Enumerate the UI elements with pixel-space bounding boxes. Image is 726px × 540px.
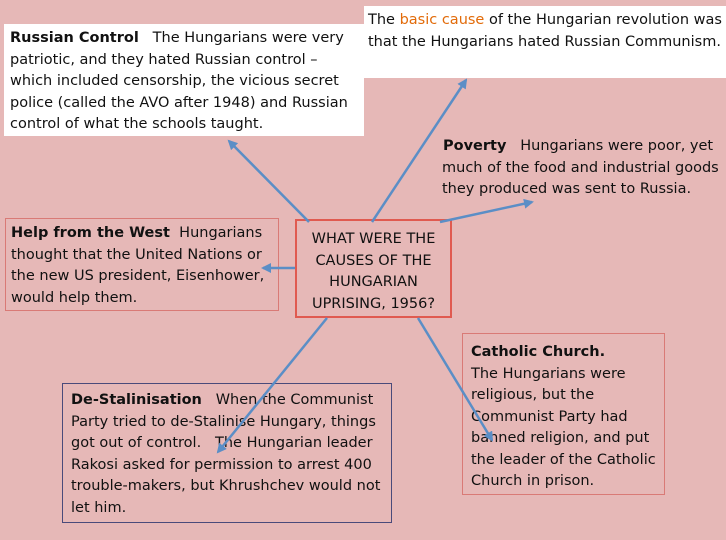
poverty-text-block (442, 136, 724, 201)
destalinisation-heading: De-Stalinisation (71, 392, 202, 408)
poverty-text: Hungarians were poor, yet much of the food and industrial goods they produced was sent to Russia. (442, 138, 724, 197)
russian-control-text: The Hungarians were very patriotic, and they hated Russian control – which included censorship, the vicious secret police (called the AVO after 1948) and Russian control of what the schools taught. (10, 30, 353, 132)
central-question-box (295, 219, 452, 318)
arrow-to-russian-control (229, 141, 309, 222)
catholic-church-box (462, 333, 665, 495)
basic-cause-pre: The (368, 12, 400, 28)
poverty-heading: Poverty (443, 138, 507, 154)
destalinisation-text: When the Communist Party tried to de-Stalinise Hungary, things got out of control. The Hungarian leader Rakosi asked for permission to arrest 400 trouble-makers, but Khrushchev would not let him. (71, 392, 385, 516)
basic-cause-highlight: basic cause (399, 12, 485, 28)
arrow-to-poverty (440, 202, 532, 222)
help-west-heading: Help from the West (11, 225, 170, 241)
catholic-heading: Catholic Church. (471, 344, 606, 360)
central-question-text: WHAT WERE THE CAUSES OF THE HUNGARIAN UPRISING, 1956? (311, 231, 436, 312)
russian-control-box (4, 24, 364, 136)
basic-cause-box (364, 6, 726, 78)
help-west-text: Hungarians thought that the United Nations or the new US president, Eisenhower, would help them. (11, 225, 269, 306)
help-from-west-box (5, 218, 279, 311)
catholic-text: The Hungarians were religious, but the Communist Party had banned religion, and put the leader of the Catholic Church in prison. (471, 365, 656, 489)
destalinisation-box (62, 383, 392, 523)
russian-control-heading: Russian Control (10, 30, 139, 46)
basic-cause-post: of the Hungarian revolution was that the Hungarians hated Russian Communism. (368, 12, 722, 50)
